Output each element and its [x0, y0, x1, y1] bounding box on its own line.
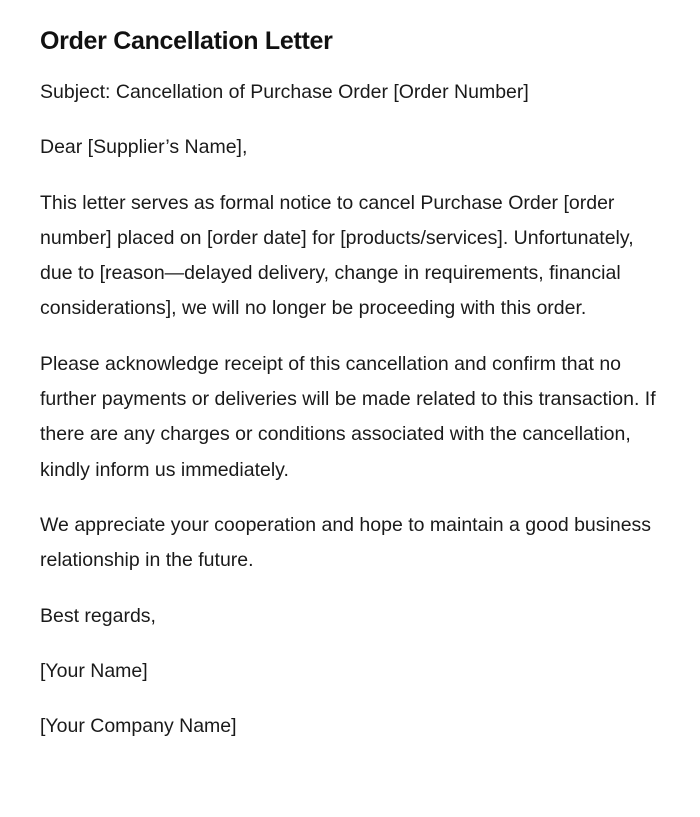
letter-subject: Subject: Cancellation of Purchase Order [Order Number]: [40, 81, 529, 103]
letter-body-paragraph: We appreciate your cooperation and hope to maintain a good business relationship in the future.: [40, 513, 652, 572]
signature-company: [Your Company Name]: [40, 715, 237, 738]
letter-title: Order Cancellation Letter: [40, 27, 333, 55]
letter-body-paragraph: Please acknowledge receipt of this cancellation and confirm that no further payments or deliveries will be made related to this transaction. If there are any charges or conditions associated with the cancellation, kindly inform us immediately.: [40, 352, 656, 481]
letter-salutation: Dear [Supplier’s Name],: [40, 136, 248, 159]
letter-closing: Best regards,: [40, 604, 156, 627]
letter-body-paragraph: This letter serves as formal notice to cancel Purchase Order [order number] placed on [order date] for [products/services]. Unfortunately, due to [reason—delayed delivery, change in requirements, financial considerations], we will no longer be proceeding with this order.: [40, 191, 634, 320]
signature-name: [Your Name]: [40, 659, 148, 682]
